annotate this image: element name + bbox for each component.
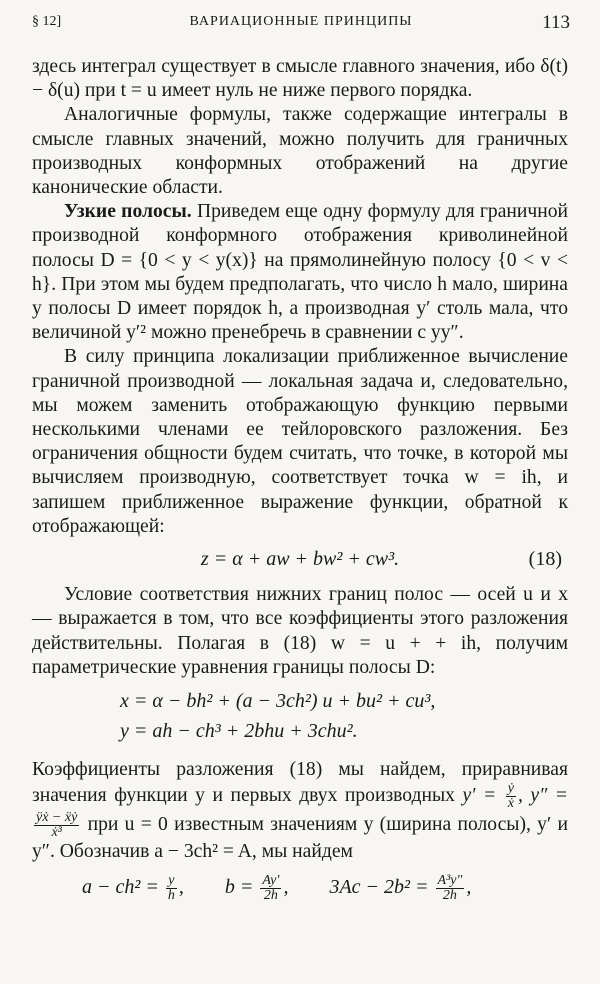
equation-18-tag: (18) [528,548,562,571]
paragraph-6 [32,758,568,864]
equation-18-body: z = α + aw + bw² + cw³. [200,548,400,571]
fraction-ay-over-2h: $\frac{Ay'}{2h}$ [262,873,280,904]
eq-3ac: 3Ac − 2b² = [329,876,429,899]
paragraph-6-b: при u = 0 известным значениям [87,814,358,836]
equation-x: x = α − bh² + (a − 3ch²) u + bu² + cu³, [120,690,436,713]
running-header [32,12,570,38]
fraction-y-double-prime: $\frac{\text{ÿẋ − ẍẏ}}{\text{ẋ³}}$ [36,810,78,841]
equation-y: y = ah − ch³ + 2bhu + 3chu². [120,720,358,743]
fraction-y-over-h: $\frac{y}{h}$ [167,873,175,904]
page-number: 113 [542,12,570,33]
paragraph-1: здесь интеграл существует в смысле главного значения, ибо δ(t) − δ(u) при t = u имеет нуль не ниже первого порядка. [32,56,568,102]
paragraph-2: Аналогичные формулы, также содержащие интегралы в смысле главных значений, можно получить для граничных производных конформных отображений на другие канонические области. [32,104,568,199]
eq-b: b = [224,876,254,899]
paragraph-5: Условие соответствия нижних границ полос — осей u и x — выражается в том, что все коэффициенты этого разложения действительны. Полагая в (18) w = u + + ih, получим параметрические уравнения границы полосы D: [32,584,568,678]
y-double-prime-label: , y″ = [517,785,568,807]
fraction-y-prime: $\frac{\text{ẏ}}{\text{ẋ}}$ [507,781,514,812]
paragraph-3-text: Приведем еще одну формулу для граничной производной конформного отображения криволинейной полосы D = {0 < y < y(x)} на прямолинейную полосу {0 < v < h}. При этом мы будем предполагать, что число h мало, ширина y полосы D имеет порядок h, а производная y′ столь мала, что величиной y′² можно пренебречь в сравнении с yy″. [32,201,568,344]
parametric-equations [120,686,568,746]
page-body [32,55,568,903]
section-mark: § 12] [32,14,62,29]
paragraph-6-c: y (ширина полосы), y′ и y″. Обозначив a − 3ch² = A, мы найдем [32,814,568,863]
final-equations: a − ch² = $\frac{y}{h}$ , b = $\frac{Ay'}{2h}$ , 3Ac − 2b² = $\frac{\text{A³y″}}{2h}$ , [82,873,472,904]
section-heading: Узкие полосы. [64,201,192,223]
fraction-a3y-over-2h: $\frac{\text{A³y″}}{2h}$ [437,873,463,904]
paragraph-6-a: Коэффициенты разложения (18) мы найдем, приравнивая значения функции y и первых двух производных [32,759,568,807]
paragraph-4: В силу принципа локализации приближенное вычисление граничной производной — локальная задача и, следовательно, мы можем заменить отображающую функцию первыми несколькими членами ее тейлоровского разложения. Без ограничения общности будем считать, что точке, в которой мы вычисляем производную, соответствует точка w = ih, и запишем приближенное выражение функции, обратной к отображающей: [32,346,568,537]
y-prime-label: y′ = [462,785,497,807]
equation-18 [32,547,568,571]
running-title: ВАРИАЦИОННЫЕ ПРИНЦИПЫ [189,14,413,29]
paragraph-3 [32,200,568,345]
eq-a-minus-ch2: a − ch² = [82,876,159,899]
